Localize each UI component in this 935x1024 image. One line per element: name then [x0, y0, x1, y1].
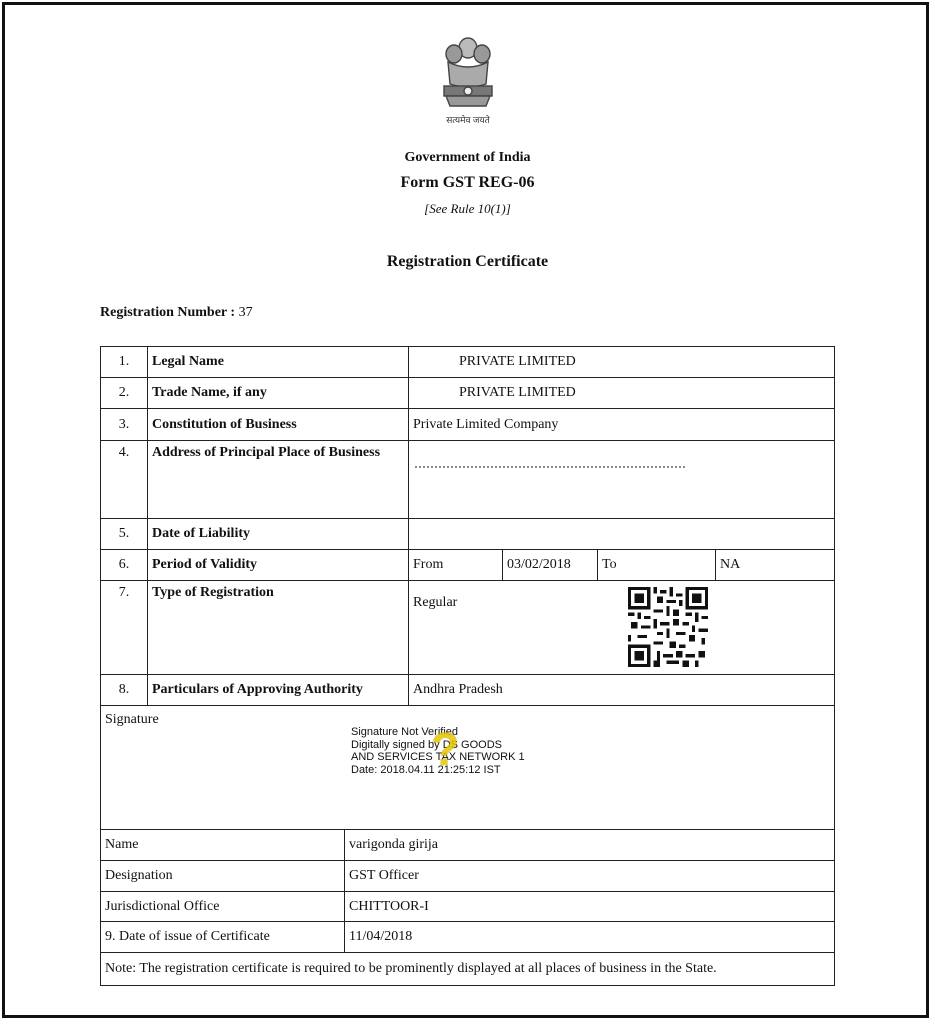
signature-date: Date: 2018.04.11 21:25:12 IST	[351, 763, 501, 776]
row-number: 7.	[100, 580, 148, 675]
row-number: 6.	[100, 549, 148, 581]
national-emblem-icon	[428, 26, 508, 126]
form-title: Form GST REG-06	[400, 174, 535, 191]
validity-to-label: To	[597, 549, 716, 581]
legal-name-value: PRIVATE LIMITED	[408, 346, 835, 378]
officer-name-label: Name	[100, 829, 345, 861]
rule-reference: [See Rule 10(1)]	[424, 201, 511, 216]
signature-label: Signature	[105, 712, 159, 727]
row-number: 3.	[100, 408, 148, 441]
row-number: 4.	[100, 440, 148, 519]
officer-name-value: varigonda girija	[344, 829, 835, 861]
row-number: 5.	[100, 518, 148, 550]
redacted-address	[415, 466, 685, 474]
signature-signer-line1: Digitally signed by DS GOODS	[351, 738, 502, 751]
question-mark-icon[interactable]: ?	[431, 723, 460, 775]
validity-to-date: NA	[715, 549, 835, 581]
address-value	[408, 440, 835, 519]
row-label-trade-name: Trade Name, if any	[147, 377, 409, 409]
row-label-approving-authority: Particulars of Approving Authority	[147, 674, 409, 706]
row-label-type-of-registration: Type of Registration	[147, 580, 409, 675]
row-number: 1.	[100, 346, 148, 378]
registration-number-label: Registration Number :	[100, 305, 236, 320]
row-label-date-of-liability: Date of Liability	[147, 518, 409, 550]
type-of-registration-value: Regular	[408, 580, 835, 675]
jurisdictional-office-value: CHITTOOR-I	[344, 891, 835, 922]
validity-from-date: 03/02/2018	[502, 549, 598, 581]
signature-section	[100, 705, 835, 830]
signature-signer-line2: AND SERVICES TAX NETWORK 1	[351, 751, 525, 763]
government-heading: Government of India	[404, 150, 531, 165]
emblem-motto: सत्यमेव जयते	[446, 115, 490, 125]
date-of-issue-label: 9. Date of issue of Certificate	[100, 921, 345, 953]
row-label-address: Address of Principal Place of Business	[147, 440, 409, 519]
row-number: 2.	[100, 377, 148, 409]
date-of-liability-value	[408, 518, 835, 550]
trade-name-value: PRIVATE LIMITED	[408, 377, 835, 409]
qr-code-icon	[628, 587, 708, 667]
signature-status: Signature Not Verified	[351, 726, 459, 738]
certificate-title: Registration Certificate	[386, 253, 549, 270]
row-number: 8.	[100, 674, 148, 706]
constitution-value: Private Limited Company	[408, 408, 835, 441]
date-of-issue-value: 11/04/2018	[344, 921, 835, 953]
designation-value: GST Officer	[344, 860, 835, 892]
row-label-period-of-validity: Period of Validity	[147, 549, 409, 581]
approving-authority-value: Andhra Pradesh	[408, 674, 835, 706]
validity-from-label: From	[408, 549, 503, 581]
registration-number-value: 37	[238, 305, 253, 320]
registration-number	[100, 305, 253, 321]
row-label-constitution: Constitution of Business	[147, 408, 409, 441]
row-label-legal-name: Legal Name	[147, 346, 409, 378]
display-note: Note: The registration certificate is required to be prominently displayed at all places of business in the State.	[100, 952, 835, 986]
designation-label: Designation	[100, 860, 345, 892]
jurisdictional-office-label: Jurisdictional Office	[100, 891, 345, 922]
